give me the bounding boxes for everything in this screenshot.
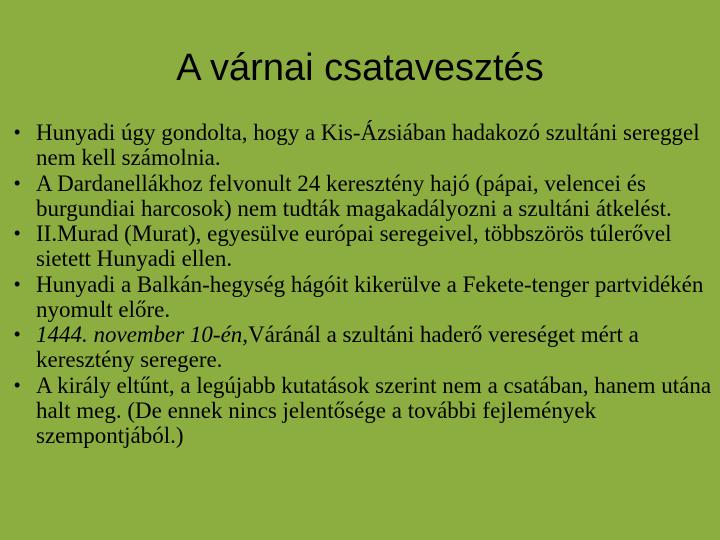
bullet-list (14, 120, 714, 448)
bullet-dot: • (14, 223, 21, 243)
bullet-text (36, 322, 639, 372)
bullet-text: Hunyadi úgy gondolta, hogy a Kis-Ázsiában hadakozó szultáni sereggel nem kell számolnia. (36, 120, 700, 170)
bullet-item (14, 373, 714, 448)
bullet-dot: • (14, 122, 21, 142)
bullet-dot: • (14, 324, 21, 344)
bullet-date: 1444. november 10-én, (36, 322, 249, 347)
bullet-item (14, 272, 714, 322)
bullet-text: Hunyadi a Balkán-hegység hágóit kikerülve a Fekete-tenger partvidékén nyomult előre. (36, 271, 704, 322)
bullet-item (14, 171, 714, 221)
bullet-text: II.Murad (Murat), egyesülve európai seregeivel, többszörös túlerővel sietett Hunyadi ellen. (36, 221, 672, 271)
bullet-item (14, 221, 714, 271)
bullet-dot: • (14, 172, 21, 193)
bullet-text: A Dardanellákhoz felvonult 24 keresztény hajó (pápai, velencei és burgundiai harcosok) nem tudták magakadályozni a szultáni átkelést. (36, 170, 672, 221)
slide-title: A várnai csatavesztés (176, 47, 544, 89)
bullet-text-rest: Váránál a szultáni haderő vereséget mért a keresztény seregere. (36, 322, 639, 372)
bullet-item (14, 322, 714, 372)
bullet-text: A király eltűnt, a legújabb kutatások szerint nem a csatában, hanem utána halt meg. (De ennek nincs jelentősége a további fejlemények szempontjából.) (36, 372, 712, 448)
bullet-dot: • (14, 273, 21, 294)
bullet-dot: • (14, 374, 21, 395)
bullet-item (14, 120, 714, 170)
